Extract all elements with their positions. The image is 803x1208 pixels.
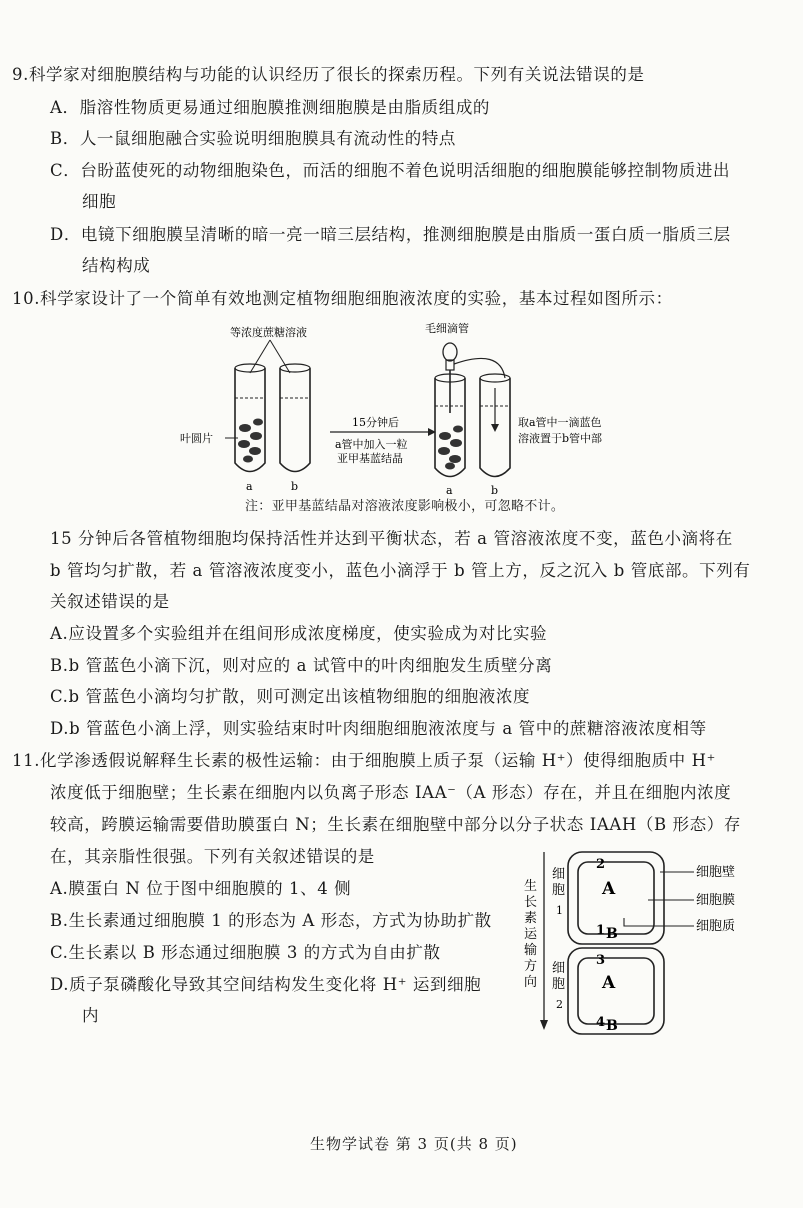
label-cytoplasm: 细胞质 xyxy=(696,919,736,934)
q9-option-d-cont: 结构构成 xyxy=(82,256,151,275)
label-leaf: 叶圆片 xyxy=(180,432,213,445)
mark-A1: A xyxy=(602,879,616,899)
label-capillary: 毛细滴管 xyxy=(425,322,469,335)
q11-option-a: A.膜蛋白 N 位于图中细胞膜的 1、4 侧 xyxy=(50,879,352,898)
label-membrane: 细胞膜 xyxy=(696,893,736,908)
label-step2: a管中加入一粒 xyxy=(335,438,408,451)
svg-text:长: 长 xyxy=(524,895,538,910)
q10-option-b: B.b 管蓝色小滴下沉，则对应的 a 试管中的叶肉细胞发生质壁分离 xyxy=(50,656,553,675)
q10-para-1: 15 分钟后各管植物细胞均保持活性并达到平衡状态，若 a 管溶液浓度不变，蓝色小滴将在 xyxy=(50,529,733,548)
q10-note: 注：亚甲基蓝结晶对溶液浓度影响极小，可忽略不计。 xyxy=(245,499,565,514)
tube-b2-label: b xyxy=(491,484,499,497)
svg-text:胞: 胞 xyxy=(552,883,566,898)
q11-para-2: 浓度低于细胞壁；生长素在细胞内以负离子形态 IAA⁻（A 形态）存在，并且在细胞内浓度 xyxy=(50,783,732,802)
q11-para-4: 在，其亲脂性很强。下列有关叙述错误的是 xyxy=(50,847,375,866)
label-right2: 溶液置于b管中部 xyxy=(518,432,603,445)
q11-para-1: 11.化学渗透假说解释生长素的极性运输：由于细胞膜上质子泵（运输 H⁺）使得细胞质中 H⁺ xyxy=(12,751,716,770)
mark-B2: B xyxy=(606,1018,618,1034)
q11-option-c: C.生长素以 B 形态通过细胞膜 3 的方式为自由扩散 xyxy=(50,943,441,962)
q9-option-d: D．电镜下细胞膜呈清晰的暗一亮一暗三层结构，推测细胞膜是由脂质一蛋白质一脂质三层 xyxy=(50,225,731,244)
svg-text:生: 生 xyxy=(524,879,538,894)
label-step3: 亚甲基蓝结晶 xyxy=(337,452,403,465)
mark-B1: B xyxy=(606,926,618,942)
num-1: 1 xyxy=(596,923,606,938)
num-4: 4 xyxy=(596,1015,606,1030)
mark-A2: A xyxy=(602,973,616,993)
svg-text:输: 输 xyxy=(524,943,538,958)
svg-text:向: 向 xyxy=(524,975,538,990)
label-sucrose: 等浓度蔗糖溶液 xyxy=(230,326,307,339)
svg-text:运: 运 xyxy=(524,927,538,942)
arrow-label xyxy=(524,878,538,990)
label-wall: 细胞壁 xyxy=(696,865,736,880)
tube-a-label: a xyxy=(246,480,253,493)
cell2-num: 2 xyxy=(556,998,563,1011)
label-step1: 15分钟后 xyxy=(352,416,399,429)
svg-text:胞: 胞 xyxy=(552,977,566,992)
q9-option-a: A．脂溶性物质更易通过细胞膜推测细胞膜是由脂质组成的 xyxy=(50,98,491,117)
tube-b-label: b xyxy=(291,480,299,493)
q10-para-3: 关叙述错误的是 xyxy=(50,592,170,611)
svg-text:素: 素 xyxy=(524,911,538,926)
page-footer: 生物学试卷 第 3 页(共 8 页) xyxy=(310,1135,518,1153)
svg-text:细: 细 xyxy=(552,867,566,882)
q11-para-3: 较高，跨膜运输需要借助膜蛋白 N；生长素在细胞壁中部分以分子状态 IAAH（B 形态）存 xyxy=(50,815,741,834)
label-right1: 取a管中一滴蓝色 xyxy=(518,416,602,429)
q9-option-b: B．人一鼠细胞融合实验说明细胞膜具有流动性的特点 xyxy=(50,129,457,148)
q10-experiment-figure xyxy=(170,318,650,498)
q10-option-d: D.b 管蓝色小滴上浮，则实验结束时叶肉细胞细胞液浓度与 a 管中的蔗糖溶液浓度相等 xyxy=(50,719,707,738)
q11-cell-diagram xyxy=(512,848,782,1038)
svg-text:细: 细 xyxy=(552,961,566,976)
svg-text:方: 方 xyxy=(524,959,538,974)
q9-option-c-cont: 细胞 xyxy=(82,192,117,211)
q9-stem: 9.科学家对细胞膜结构与功能的认识经历了很长的探索历程。下列有关说法错误的是 xyxy=(12,65,645,84)
num-3: 3 xyxy=(596,953,606,968)
cell1-num: 1 xyxy=(556,904,563,917)
q10-stem: 10.科学家设计了一个简单有效地测定植物细胞细胞液浓度的实验，基本过程如图所示： xyxy=(12,289,673,308)
q11-option-d-cont: 内 xyxy=(82,1006,100,1025)
tube-a2-label: a xyxy=(446,484,453,497)
q11-option-d: D.质子泵磷酸化导致其空间结构发生变化将 H⁺ 运到细胞 xyxy=(50,975,482,994)
q10-para-2: b 管均匀扩散，若 a 管溶液浓度变小，蓝色小滴浮于 b 管上方，反之沉入 b 管底部。下列有 xyxy=(50,561,751,580)
q10-option-a: A.应设置多个实验组并在组间形成浓度梯度，使实验成为对比实验 xyxy=(50,624,548,643)
num-2: 2 xyxy=(596,857,606,872)
q10-option-c: C.b 管蓝色小滴均匀扩散，则可测定出该植物细胞的细胞液浓度 xyxy=(50,687,531,706)
q9-option-c: C．台盼蓝使死的动物细胞染色，而活的细胞不着色说明活细胞的细胞膜能够控制物质进出 xyxy=(50,161,731,180)
q11-option-b: B.生长素通过细胞膜 1 的形态为 A 形态，方式为协助扩散 xyxy=(50,911,492,930)
